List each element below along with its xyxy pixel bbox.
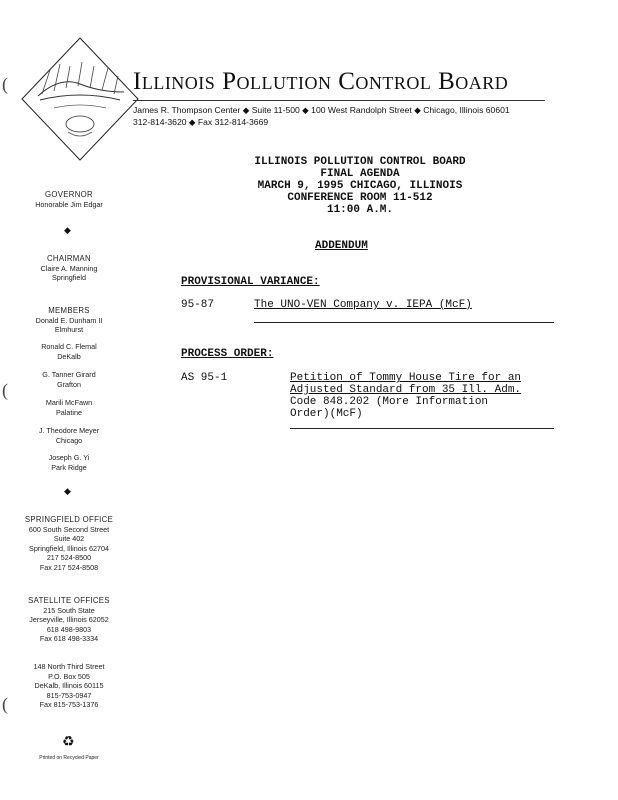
member-name: Marili McFawn [45, 398, 93, 407]
member-entry [10, 426, 128, 445]
letterhead-address [133, 104, 510, 128]
provisional-variance-heading: PROVISIONAL VARIANCE: [181, 276, 320, 288]
diamond-divider: ◆ [64, 225, 71, 235]
member-name: G. Tanner Girard [42, 370, 96, 379]
case-line: Order)(McF) [290, 408, 363, 420]
member-name: Joseph G. Yi [48, 453, 90, 462]
office-line: 215 South State [43, 605, 95, 615]
governor-block [10, 190, 128, 209]
springfield-office-block [10, 515, 128, 572]
chairman-name: Claire A. Manning [40, 263, 98, 273]
separator-line [290, 428, 554, 429]
office-line: Suite 402 [53, 534, 85, 543]
letterhead-rule [133, 100, 545, 101]
hole-punch-mark: ( [2, 74, 8, 94]
header-line: FINAL AGENDA [320, 168, 400, 180]
header-line: 11:00 A.M. [326, 204, 393, 216]
member-entry [10, 398, 128, 417]
office-line: 148 North Third Street [33, 662, 105, 671]
office-line: Fax 618 498-3334 [39, 634, 99, 643]
hole-punch-mark: ( [2, 694, 8, 714]
chairman-title: CHAIRMAN [47, 254, 91, 263]
office-line: Jerseyville, Illinois 62052 [29, 615, 109, 624]
case-number: 95-87 [181, 299, 215, 311]
chairman-block [10, 254, 128, 283]
address-line-1: James R. Thompson Center ◆ Suite 11-500 ◆ 100 West Randolph Street ◆ Chicago, Illinois 60601 [133, 105, 510, 115]
chairman-city: Springfield [52, 273, 86, 282]
case-line: Adjusted Standard from 35 Ill. Adm. [290, 384, 522, 396]
office-line: P.O. Box 505 [48, 671, 90, 681]
case-line: Code 848.202 (More Information [290, 396, 489, 408]
member-name: J. Theodore Meyer [38, 426, 100, 435]
header-line: MARCH 9, 1995 CHICAGO, ILLINOIS [257, 180, 463, 192]
office-line: 217 524-8500 [46, 553, 92, 562]
separator-line [254, 322, 554, 323]
org-name: Illinois Pollution Control Board [133, 68, 509, 95]
office-line: Springfield, Illinois 62704 [29, 543, 109, 553]
diamond-divider: ◆ [64, 486, 71, 496]
members-title: MEMBERS [48, 306, 90, 315]
addendum-heading: ADDENDUM [315, 240, 368, 252]
office-line: 815-753-0947 [46, 690, 92, 700]
office-line: Fax 815-753-1376 [39, 700, 99, 709]
case-title: The UNO-VEN Company v. IEPA (McF) [254, 299, 472, 311]
agenda-header [210, 156, 510, 216]
member-city: Park Ridge [51, 462, 87, 472]
satellite-title: SATELLITE OFFICES [28, 596, 110, 605]
governor-name: Honorable Jim Edgar [35, 199, 103, 209]
recycle-note: Printed on Recycled Paper [39, 755, 99, 761]
office-line: 600 South Second Street [28, 524, 110, 534]
springfield-title: SPRINGFIELD OFFICE [24, 515, 114, 524]
recycle-icon: ♻ [62, 735, 75, 750]
member-city: Elmhurst [54, 325, 84, 334]
office-line: Fax 217 524-8508 [39, 562, 99, 572]
member-city: Palatine [56, 407, 82, 417]
satellite-offices-block [10, 596, 128, 644]
member-city: Grafton [57, 379, 81, 389]
office-line: DeKalb, Illinois 60115 [34, 681, 104, 690]
board-logo-seal [20, 36, 140, 162]
member-entry [10, 342, 128, 361]
satellite-office-2-block [10, 662, 128, 710]
case-line: Petition of Tommy House Tire for an [290, 372, 522, 384]
hole-punch-mark: ( [2, 380, 8, 400]
address-line-2: 312-814-3620 ◆ Fax 312-814-3669 [133, 117, 269, 127]
office-line: 618 498-9803 [46, 624, 92, 634]
member-entry [10, 370, 128, 389]
governor-title: GOVERNOR [45, 190, 93, 199]
member-name: Ronald C. Flemal [41, 342, 97, 351]
case-number: AS 95-1 [181, 372, 228, 384]
header-line: ILLINOIS POLLUTION CONTROL BOARD [254, 156, 466, 168]
process-order-heading: PROCESS ORDER: [181, 348, 274, 360]
member-city: DeKalb [57, 351, 81, 361]
member-entry [10, 453, 128, 472]
member-city: Chicago [55, 435, 83, 445]
case-description [290, 372, 521, 420]
member-name: Donald E. Dunham II [35, 315, 103, 325]
header-line: CONFERENCE ROOM 11-512 [287, 192, 433, 204]
members-block [10, 306, 128, 335]
